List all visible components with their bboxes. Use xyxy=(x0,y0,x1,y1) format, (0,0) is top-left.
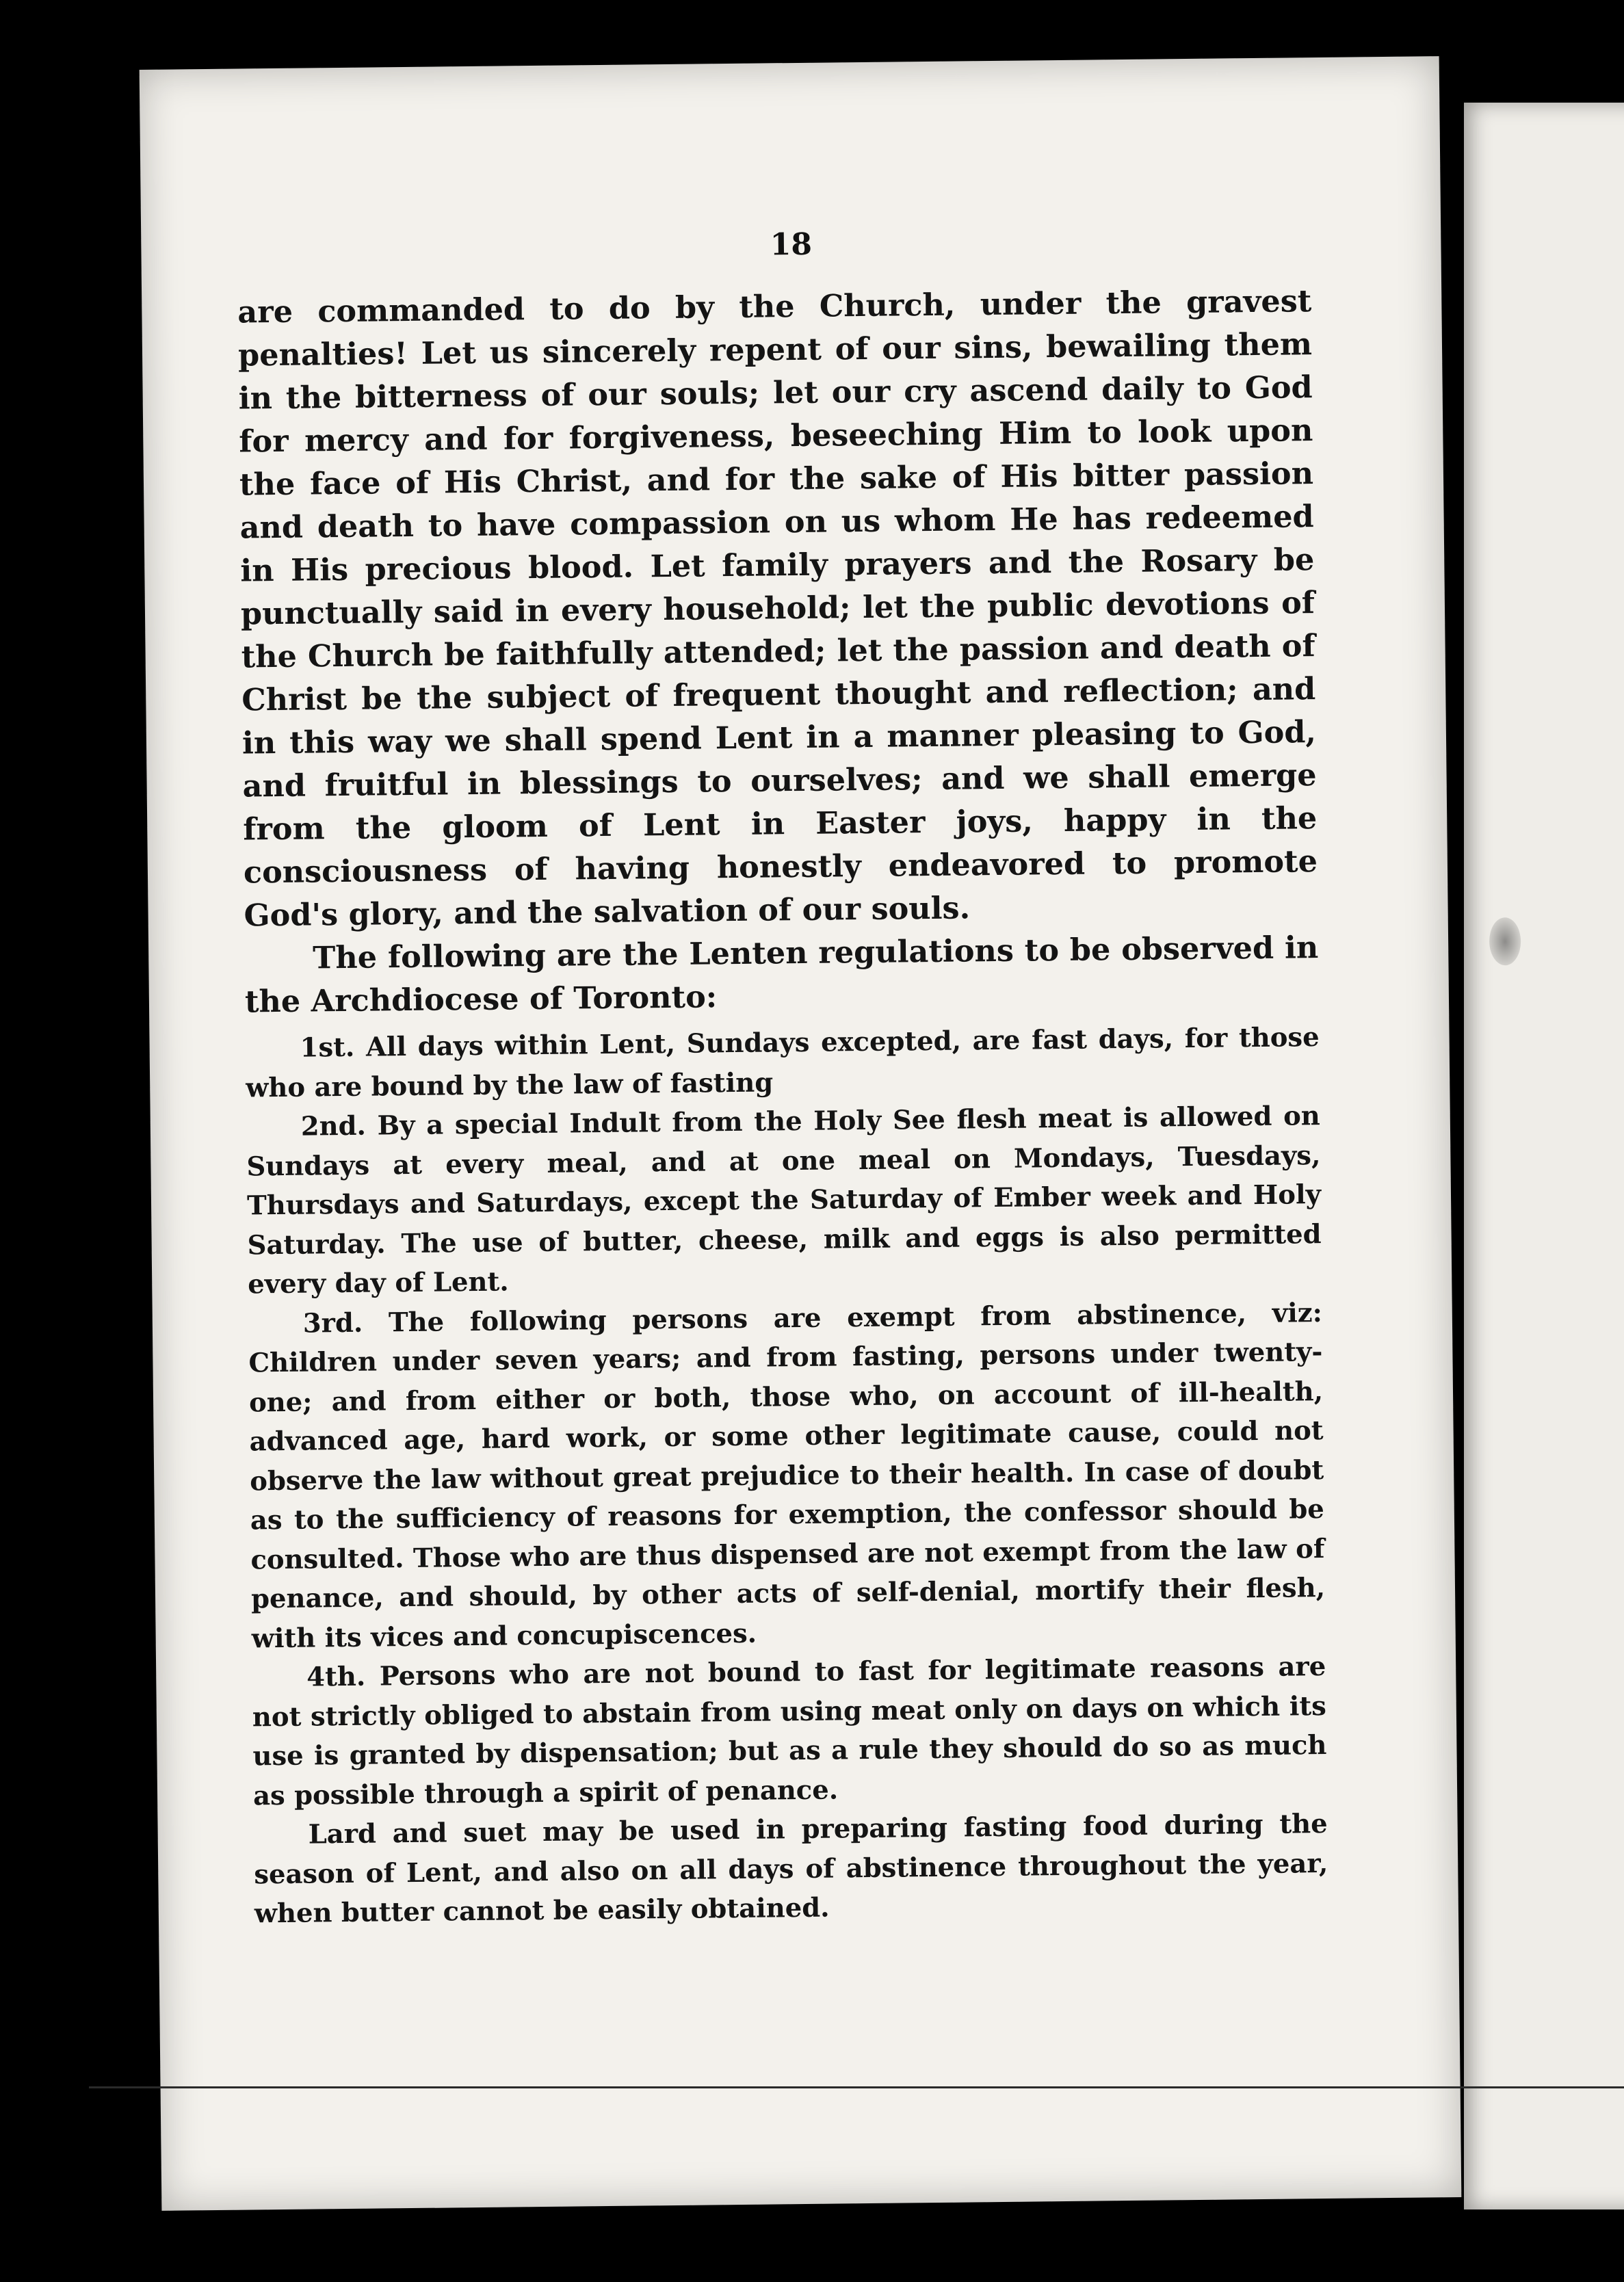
ink-smudge xyxy=(1489,917,1521,965)
adjacent-page-edge xyxy=(1464,103,1624,2209)
scan-line xyxy=(89,2086,1624,2088)
page-number: 18 xyxy=(770,226,813,263)
regulation-lard-suet: Lard and suet may be used in preparing fasting food during the season of Lent, and also on all days of abstinence throughout the year, when butter cannot be easily obtained. xyxy=(254,1808,1328,1930)
paragraph-exhortation: are commanded to do by the Church, under the gravest penalties! Let us sincerely repent of our sins, bewailing them in the bitterness of our souls; let our cry ascend daily to God for mercy and for forgiveness, beseeching Him to look upon the face of His Christ, and for the sake of His bitter passion and death to have compassion on us whom He has redeemed in His precious blood. Let family prayers and the Rosary be punctually said in every household; let the public devotions of the Church be faithfully attended; let the passion and death of Christ be the subject of frequent thought and reflection; and in this way we shall spend Lent in a manner pleasing to God, and fruitful in blessings to ourselves; and we shall emerge from the gloom of Lent in Easter joys, happy in the consciousness of having honestly endeavored to promote God's glory, and the salvation of our souls. xyxy=(237,283,1318,934)
book-page xyxy=(140,56,1462,2211)
regulation-2nd: 2nd. By a special Indult from the Holy See flesh meat is allowed on Sundays at every meal, and at one meal on Mondays, Tuesdays, Thursdays and Saturdays, except the Saturday of Ember week and Holy Saturday. The use of butter, cheese, milk and eggs is also permitted every day of Lent. xyxy=(246,1101,1322,1300)
page-body xyxy=(237,280,1328,1934)
regulation-1st: 1st. All days within Lent, Sundays excepted, are fast days, for those who are bound by the law of fasting xyxy=(246,1022,1320,1103)
paragraph-regulations-intro: The following are the Lenten regulations to be observed in the Archdiocese of Toronto: xyxy=(244,930,1319,1020)
regulation-3rd: 3rd. The following persons are exempt from abstinence, viz: Children under seven years; and from fasting, persons under twenty-one; and from either or both, those who, on account of ill-health, advanced age, hard work, or some other legitimate cause, could not observe the law without great prejudice to their health. In case of doubt as to the sufficiency of reasons for exemption, the confessor should be consulted. Those who are thus dispensed are not exempt from the law of penance, and should, by other acts of self-denial, mortify their flesh, with its vices and concupiscences. xyxy=(248,1297,1326,1654)
regulation-4th: 4th. Persons who are not bound to fast for legitimate reasons are not strictly obliged to abstain from using meat only on days on which its use is granted by dispensation; but as a rule they should do so as much as possible through a spirit of penance. xyxy=(252,1651,1327,1811)
